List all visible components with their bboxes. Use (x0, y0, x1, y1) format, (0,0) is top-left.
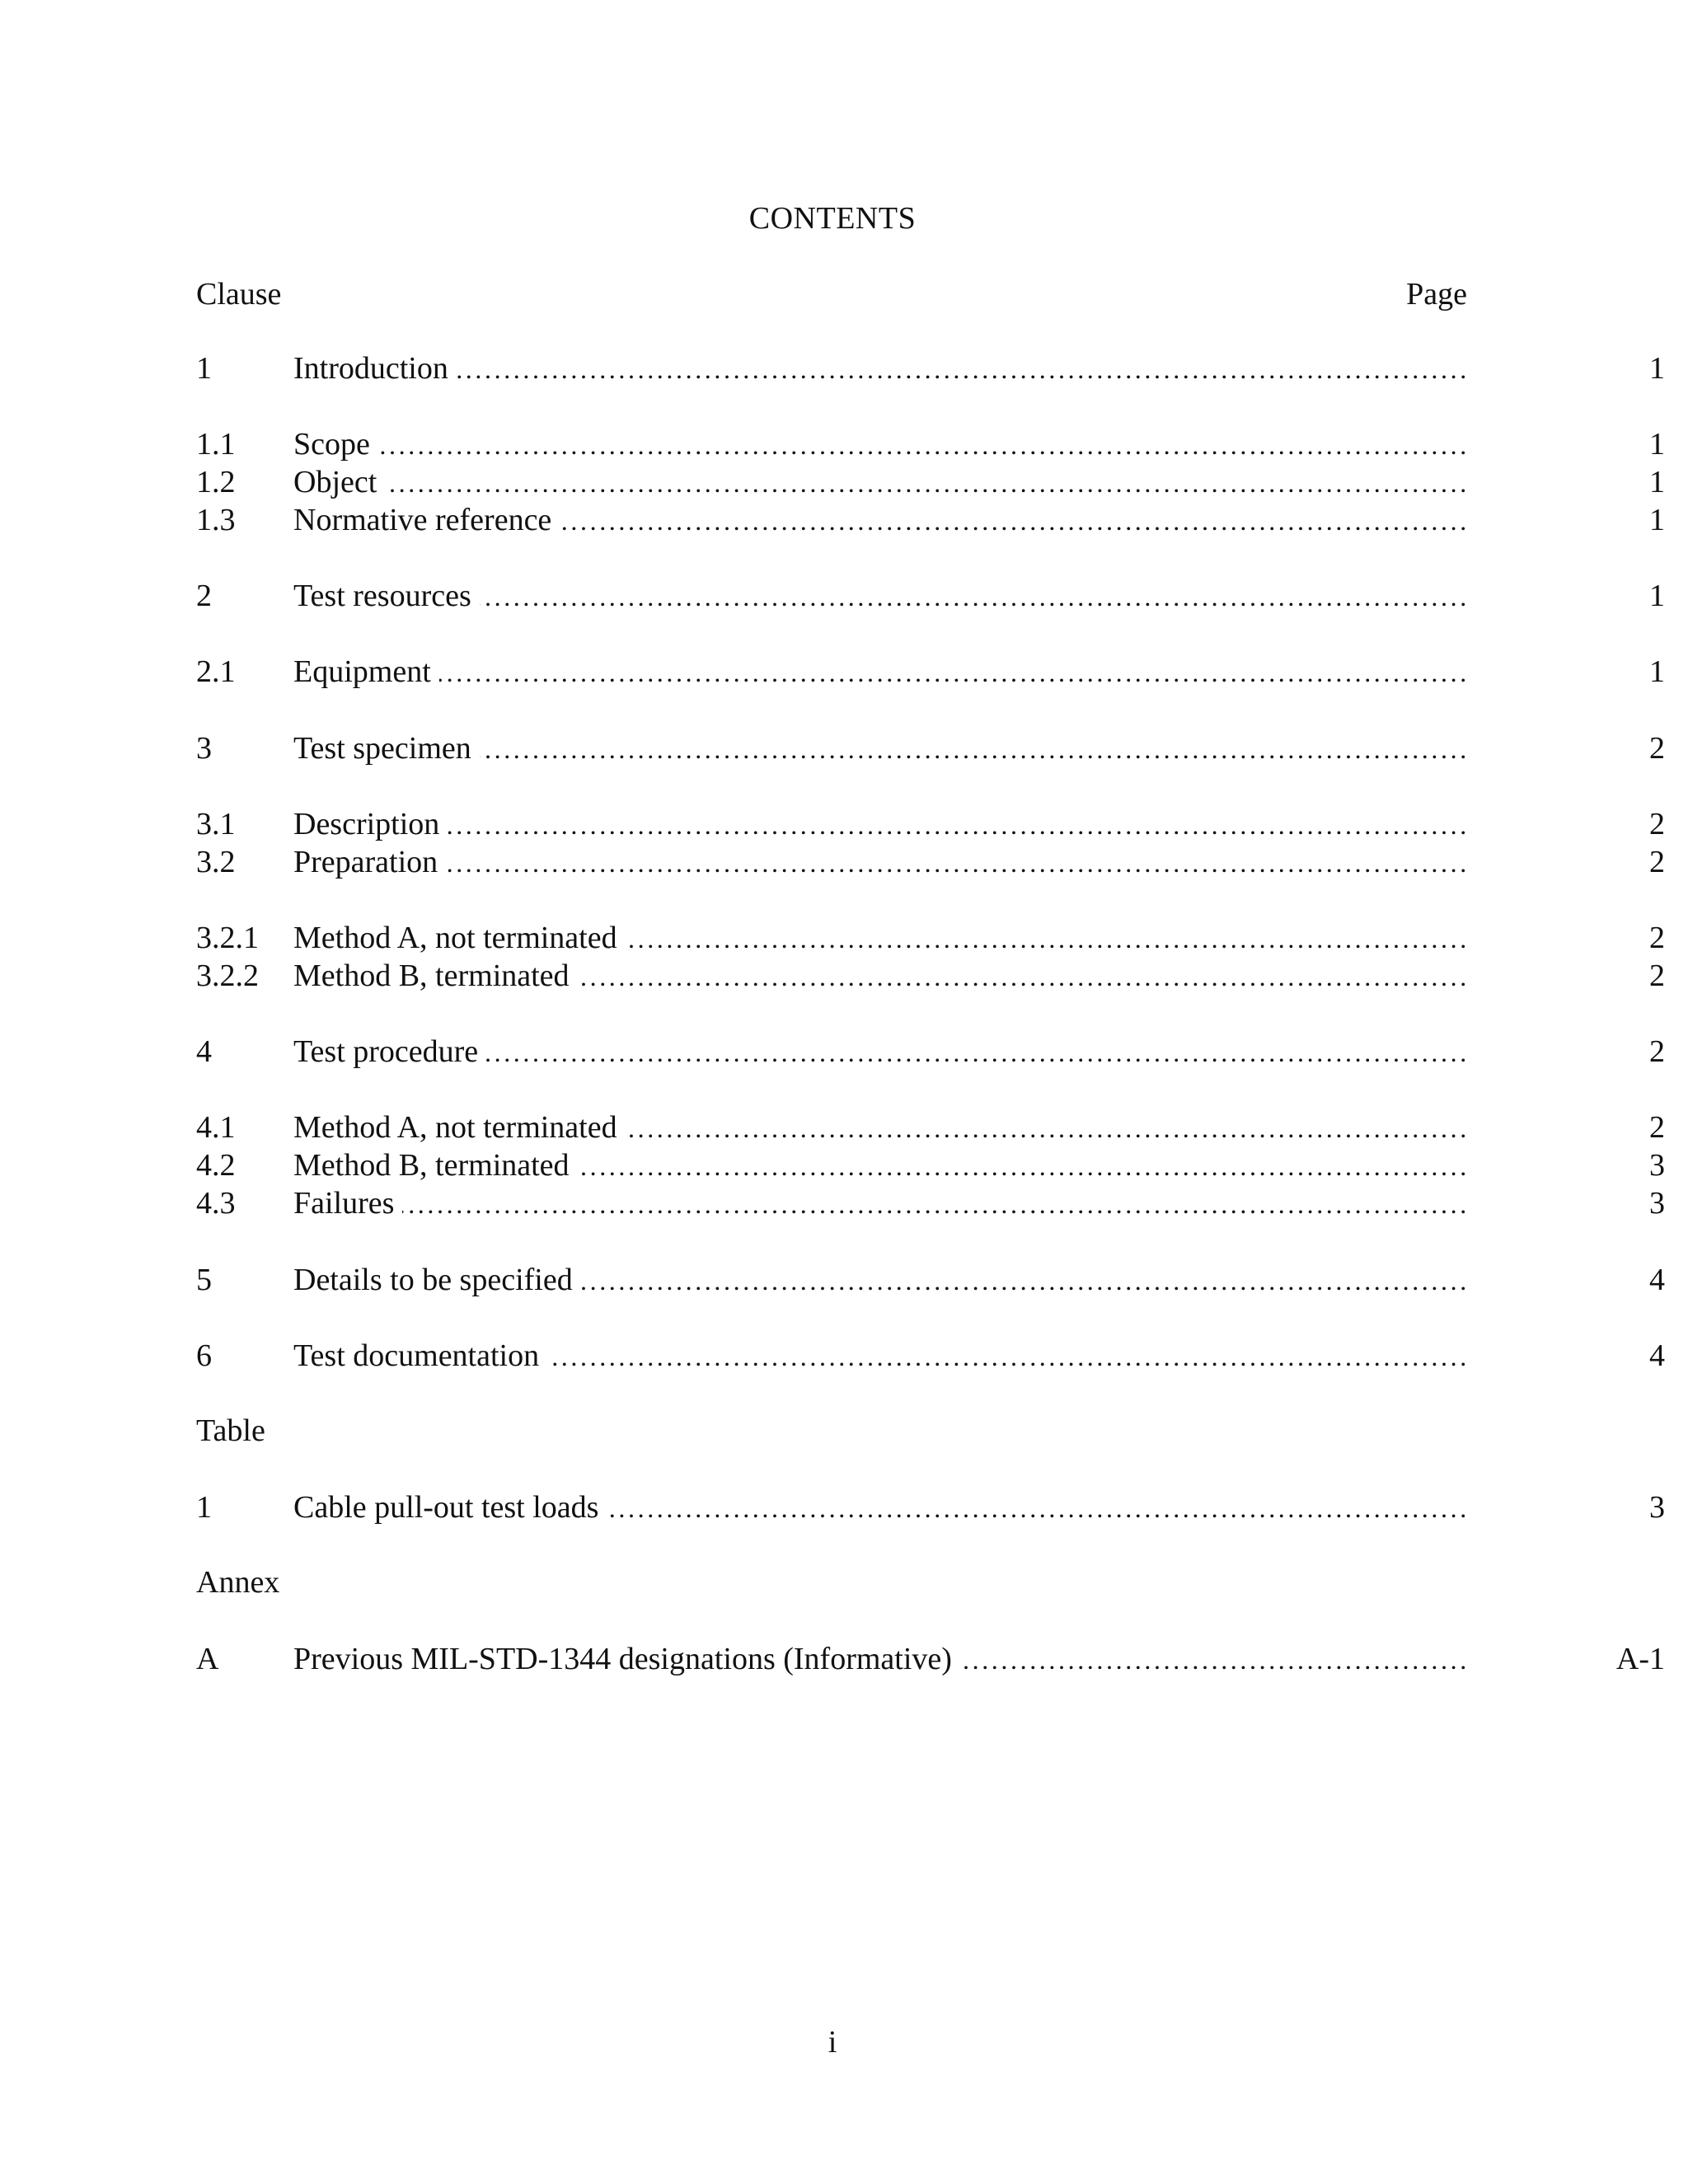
toc-entry-clause-3-2[interactable] (196, 843, 1665, 881)
dot-leader (293, 425, 1568, 463)
entry-number: A (196, 1642, 219, 1676)
toc-entry-clause-1-1[interactable] (196, 425, 1665, 463)
toc-entry-clause-2-1[interactable] (196, 653, 1665, 691)
entry-title: Method A, not terminated (293, 1110, 626, 1145)
entry-title: Test specimen (293, 731, 480, 766)
entry-title: Equipment (293, 654, 439, 689)
entry-number: 2.1 (196, 654, 236, 689)
dot-leader (293, 843, 1568, 881)
dot-leader (293, 805, 1568, 843)
entry-number: 3 (196, 731, 212, 766)
dot-leader (293, 463, 1568, 501)
entry-number: 1 (196, 1490, 212, 1525)
entry-page: A-1 (1615, 1642, 1665, 1676)
annex-section-label: Annex (196, 1565, 280, 1600)
entry-page: 1 (1649, 503, 1665, 537)
entry-number: 1.3 (196, 503, 236, 537)
entry-title: Method A, not terminated (293, 921, 626, 955)
entry-number: 1 (196, 351, 212, 386)
entry-title: Cable pull-out test loads (293, 1490, 607, 1525)
entry-title: Test procedure (293, 1034, 486, 1069)
entry-number: 3.1 (196, 807, 236, 841)
toc-entry-annex-a[interactable] (196, 1640, 1665, 1678)
entry-page: 3 (1649, 1490, 1665, 1525)
entry-title: Preparation (293, 845, 446, 879)
entry-page: 1 (1649, 579, 1665, 613)
toc-entry-clause-3-2-2[interactable] (196, 957, 1665, 995)
dot-leader (293, 577, 1568, 615)
entry-page: 2 (1649, 845, 1665, 879)
entry-number: 4.2 (196, 1148, 236, 1183)
page-title: CONTENTS (748, 201, 917, 236)
toc-entry-clause-6[interactable] (196, 1337, 1665, 1375)
entry-title: Test documentation (293, 1338, 547, 1373)
entry-page: 2 (1649, 1110, 1665, 1145)
entry-page: 4 (1649, 1263, 1665, 1297)
entry-page: 2 (1649, 731, 1665, 766)
entry-title: Normative reference (293, 503, 560, 537)
toc-entry-table-1[interactable] (196, 1488, 1665, 1526)
dot-leader (293, 1184, 1568, 1222)
entry-title: Details to be specified (293, 1263, 581, 1297)
table-section-label: Table (196, 1413, 265, 1448)
entry-page: 3 (1649, 1148, 1665, 1183)
page-column-header: Page (1406, 277, 1467, 312)
toc-entry-clause-1-2[interactable] (196, 463, 1665, 501)
dot-leader (293, 729, 1568, 767)
entry-number: 3.2.2 (196, 958, 259, 993)
entry-number: 2 (196, 579, 212, 613)
entry-number: 4.1 (196, 1110, 236, 1145)
toc-entry-clause-3-1[interactable] (196, 805, 1665, 843)
toc-entry-clause-4-1[interactable] (196, 1108, 1665, 1146)
entry-number: 3.2.1 (196, 921, 259, 955)
toc-entry-clause-3-2-1[interactable] (196, 919, 1665, 957)
toc-entry-clause-1-3[interactable] (196, 501, 1665, 539)
entry-number: 3.2 (196, 845, 236, 879)
entry-title: Description (293, 807, 448, 841)
entry-page: 2 (1649, 958, 1665, 993)
entry-title: Introduction (293, 351, 457, 386)
entry-number: 6 (196, 1338, 212, 1373)
entry-title: Test resources (293, 579, 480, 613)
toc-entry-clause-4-3[interactable] (196, 1184, 1665, 1222)
entry-page: 1 (1649, 351, 1665, 386)
entry-title: Method B, terminated (293, 1148, 578, 1183)
toc-entry-clause-2[interactable] (196, 577, 1665, 615)
dot-leader (293, 653, 1568, 691)
dot-leader (293, 349, 1568, 387)
entry-title: Scope (293, 427, 378, 462)
clause-column-header: Clause (196, 277, 282, 312)
entry-page: 3 (1649, 1186, 1665, 1221)
toc-entry-clause-4[interactable] (196, 1033, 1665, 1071)
toc-entry-clause-5[interactable] (196, 1261, 1665, 1299)
entry-number: 4.3 (196, 1186, 236, 1221)
entry-title: Object (293, 465, 385, 499)
entry-page: 1 (1649, 427, 1665, 462)
entry-title: Failures (293, 1186, 402, 1221)
entry-number: 1.2 (196, 465, 236, 499)
entry-number: 5 (196, 1263, 212, 1297)
toc-entry-clause-4-2[interactable] (196, 1146, 1665, 1184)
entry-number: 1.1 (196, 427, 236, 462)
footer-page-number: i (828, 2025, 837, 2060)
toc-entry-clause-1[interactable] (196, 349, 1665, 387)
entry-page: 1 (1649, 654, 1665, 689)
entry-title: Previous MIL-STD-1344 designations (Informative) (293, 1642, 960, 1676)
entry-number: 4 (196, 1034, 212, 1069)
entry-page: 1 (1649, 465, 1665, 499)
entry-page: 2 (1649, 921, 1665, 955)
entry-page: 4 (1649, 1338, 1665, 1373)
toc-entry-clause-3[interactable] (196, 729, 1665, 767)
entry-page: 2 (1649, 1034, 1665, 1069)
entry-page: 2 (1649, 807, 1665, 841)
entry-title: Method B, terminated (293, 958, 578, 993)
